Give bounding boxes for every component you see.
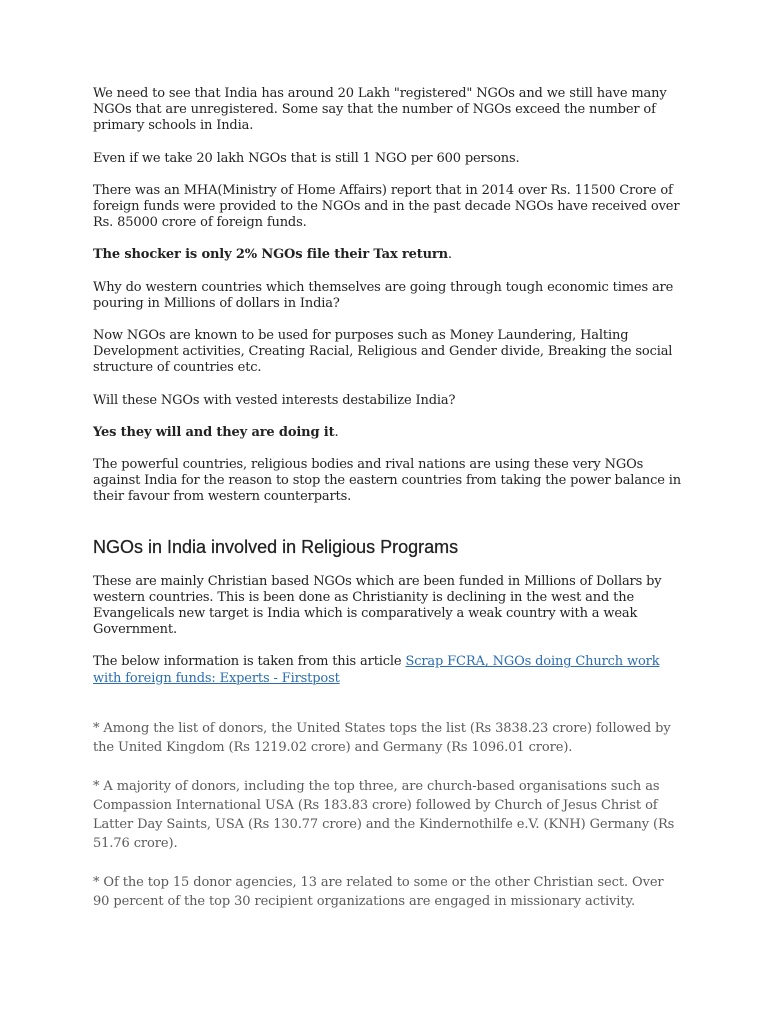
they-will-bold: Yes they will and they are doing it	[93, 424, 335, 440]
firstpost-article-link[interactable]: Scrap FCRA, NGOs doing Church work with foreign funds: Experts - Firstpost	[93, 654, 660, 686]
paragraph-tax-return	[93, 247, 683, 263]
section-heading: NGOs in India involved in Religious Programs	[93, 536, 459, 557]
paragraph-registered-ngos: We need to see that India has around 20 Lakh "registered" NGOs and we still have many NGOs that are unregistered. Some say that the number of NGOs exceed the number of primary schools in India.	[93, 86, 667, 134]
paragraph-source-article	[93, 654, 683, 686]
article-body	[93, 86, 683, 911]
paragraph-ngo-per-persons: Even if we take 20 lakh NGOs that is still 1 NGO per 600 persons.	[93, 150, 520, 166]
quote-donor-countries: * Among the list of donors, the United States tops the list (Rs 3838.23 crore) followed by the United Kingdom (Rs 1219.02 crore) and Germany (Rs 1096.01 crore).	[93, 720, 671, 755]
tax-return-period: .	[447, 247, 452, 263]
quote-church-donors: * A majority of donors, including the top three, are church-based organisations such as Compassion International USA (Rs 183.83 crore) followed by Church of Jesus Christ of Latter Day Saints, USA (Rs 130.77 crore) and the Kindernothilfe e.V. (KNH) Germany (Rs 51.76 crore).	[93, 778, 675, 851]
paragraph-mha-report: There was an MHA(Ministry of Home Affairs) report that in 2014 over Rs. 11500 Crore of foreign funds were provided to the NGOs and in the past decade NGOs have received over Rs. 85000 crore of foreign funds.	[93, 182, 680, 231]
paragraph-destabilize-question: Will these NGOs with vested interests destabilize India?	[93, 392, 456, 408]
paragraph-ngo-purposes: Now NGOs are known to be used for purposes such as Money Laundering, Halting Development activities, Creating Racial, Religious and Gender divide, Breaking the social structure of countries etc.	[93, 328, 673, 376]
paragraph-christian-ngos: These are mainly Christian based NGOs which are been funded in Millions of Dollars by western countries. This is been done as Christianity is declining in the west and the Evangelicals new target is India which is comparatively a weak country with a weak Government.	[93, 573, 662, 638]
quote-spacer	[93, 853, 683, 873]
quote-spacer	[93, 757, 683, 777]
they-will-period: .	[334, 424, 339, 440]
paragraph-powerful-countries: The powerful countries, religious bodies and rival nations are using these very NGOs against India for the reason to stop the eastern countries from taking the power balance in their favour from western counterparts.	[93, 457, 682, 505]
quote-donor-agencies: * Of the top 15 donor agencies, 13 are related to some or the other Christian sect. Over 90 percent of the top 30 recipient organizations are engaged in missionary activity.	[93, 874, 664, 909]
paragraph-western-countries: Why do western countries which themselves are going through tough economic times are pouring in Millions of dollars in India?	[93, 279, 674, 311]
source-lead-text: The below information is taken from this article	[93, 654, 406, 670]
tax-return-bold: The shocker is only 2% NGOs file their Tax return	[93, 247, 448, 263]
paragraph-they-will	[93, 425, 683, 441]
